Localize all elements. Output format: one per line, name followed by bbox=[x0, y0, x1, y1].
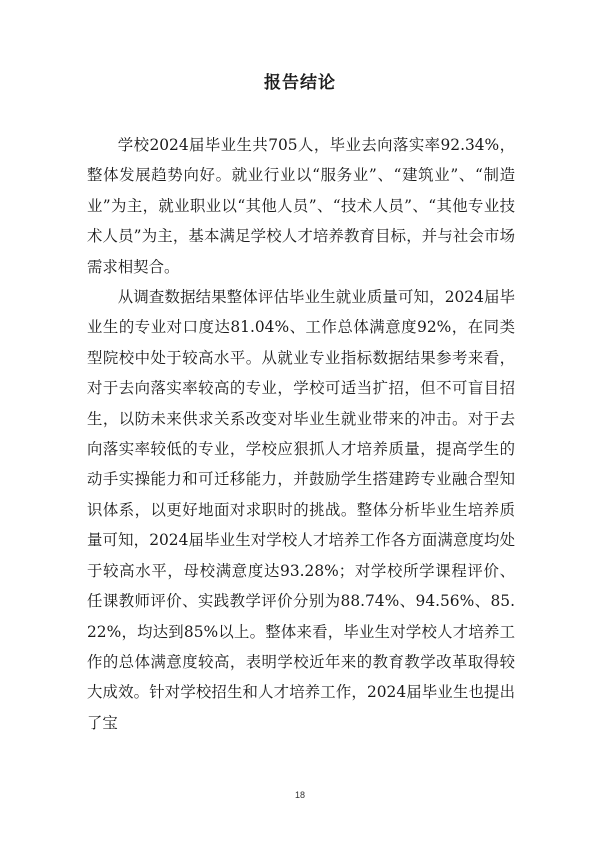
page-number: 18 bbox=[294, 790, 305, 800]
report-body bbox=[87, 130, 515, 738]
paragraph-quality-assessment: 从调查数据结果整体评估毕业生就业质量可知，2024届毕业生的专业对口度达81.04%、工作总体满意度92%，在同类型院校中处于较高水平。从就业专业指标数据结果参考来看，对于去向落实率较高的专业，学校可适当扩招，但不可盲目招生，以防未来供求关系改变对毕业生就业带来的冲击。对于去向落实率较低的专业，学校应狠抓人才培养质量，提高学生的动手实操能力和可迁移能力，并鼓励学生搭建跨专业融合型知识体系，以更好地面对求职时的挑战。整体分析毕业生培养质量可知，2024届毕业生对学校人才培养工作各方面满意度均处于较高水平，母校满意度达93.28%；对学校所学课程评价、任课教师评价、实践教学评价分别为88.74%、94.56%、85.22%，均达到85%以上。整体来看，毕业生对学校人才培养工作的总体满意度较高，表明学校近年来的教育教学改革取得较大成效。针对学校招生和人才培养工作，2024届毕业生也提出了宝 bbox=[87, 288, 515, 732]
paragraph-employment-summary: 学校2024届毕业生共705人，毕业去向落实率92.34%，整体发展趋势向好。就业行业以“服务业”、“建筑业”、“制造业”为主，就业职业以“其他人员”、“技术人员”、“其他专业技术人员”为主，基本满足学校人才培养教育目标，并与社会市场需求相契合。 bbox=[87, 136, 515, 276]
page-title: 报告结论 bbox=[264, 73, 336, 93]
